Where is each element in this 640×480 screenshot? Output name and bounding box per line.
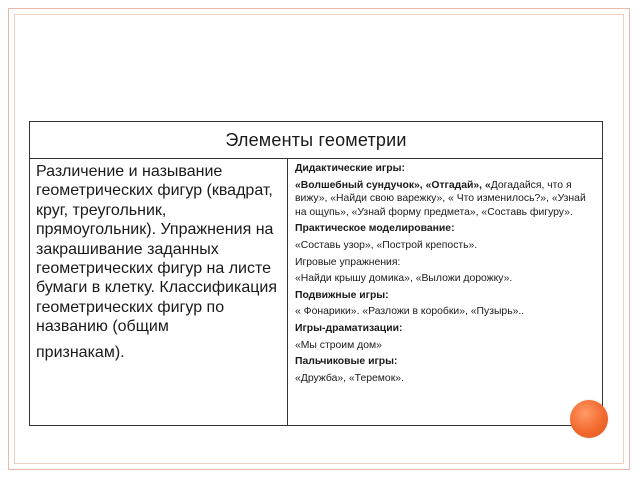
practical-modeling-heading: Практическое моделирование:: [295, 223, 455, 235]
dramatization-games-heading: Игры-драматизации:: [295, 322, 403, 334]
outdoor-games-items: « Фонарики». «Разложи в коробки», «Пузырь»..: [295, 306, 525, 318]
game-exercises-items: «Найди крышу домика», «Выложи дорожку».: [295, 273, 513, 285]
finger-games-heading: Пальчиковые игры:: [295, 356, 398, 368]
finger-games-items: «Дружба», «Теремок».: [295, 372, 404, 384]
orange-circle-decoration: [570, 400, 608, 438]
outdoor-games-heading: Подвижные игры:: [295, 289, 389, 301]
left-column-text: Различение и называние геометрических фигур (квадрат, круг, треугольник, прямоугольник). Упражнения на закрашивание заданных геометрических фигур на листе бумаги в клетку. Классификация геометрических фигур по названию (общим: [36, 163, 277, 336]
didactic-games-list: [295, 179, 598, 220]
didactic-games-heading: Дидактические игры:: [295, 163, 405, 174]
geometry-elements-table: [29, 121, 603, 426]
left-column-last-line: признакам).: [36, 343, 125, 361]
practical-modeling-items: «Составь узор», «Построй крепость».: [295, 239, 478, 251]
right-column-games: [288, 159, 602, 425]
table-title: Элементы геометрии: [30, 122, 602, 159]
game-exercises-heading: Игровые упражнения:: [295, 256, 401, 268]
didactic-games-rest: Догадайся, что я вижу», «Найди свою варежку», « Что изменилось?», «Узнай на ощупь», «Узнай форму предмета», «Составь фигуру».: [295, 179, 586, 218]
didactic-games-bold: «Волшебный сундучок», «Отгадай», «: [295, 179, 491, 191]
dramatization-games-items: «Мы строим дом»: [295, 339, 382, 351]
left-column-description: [30, 159, 288, 425]
